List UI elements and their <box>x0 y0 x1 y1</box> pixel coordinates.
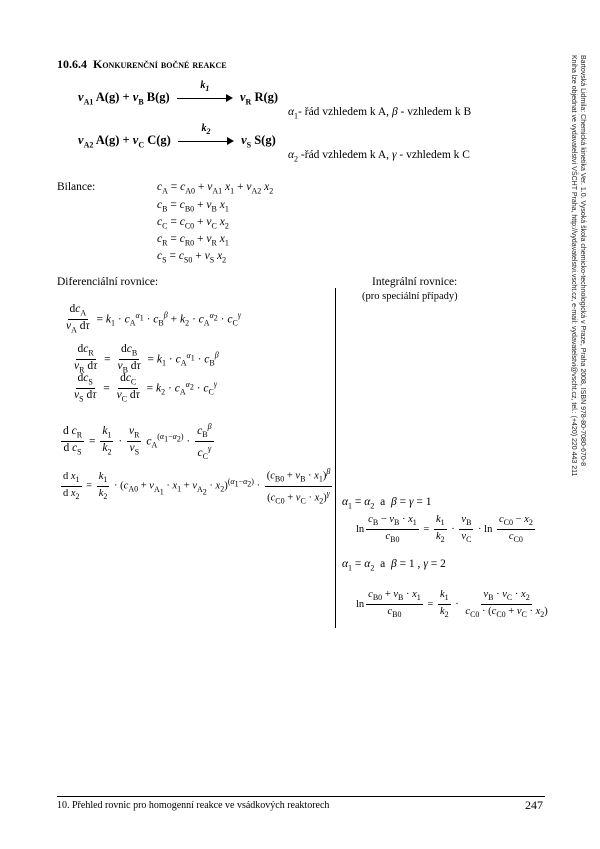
page-number: 247 <box>525 798 543 812</box>
balance-eq-a: $c_A = c_{A0} + \nu_{A1}$ $x_1 + \nu_{A2}$ $x_2$ <box>157 181 274 196</box>
integral-label: Integrální rovnice: <box>372 276 458 288</box>
balance-label: Bilance: <box>57 181 96 193</box>
integral-eq-2: ln $\frac{c_{B0} + \nu_B \cdot x_1}{c_{B0}}$ = $\frac{k_1}{k_2}$ · $\frac{\nu_B \cdot \nu_C \cdot x_2}{c_{C0} \cdot (c_{C0} + \nu_C \cdot x_2)}$ <box>356 589 548 620</box>
integral-eq-1: ln $\frac{c_B - \nu_B \cdot x_1}{c_{B0}}$ = $\frac{k_1}{k_2}$ · $\frac{\nu_B}{\nu_C}$ · ln $\frac{c_{C0} - x_2}{c_{C0}}$ <box>356 514 533 545</box>
sidebar-order-info: Kniha lze objednat ve vydavatelství VŠCHT Praha, http://vydavatelstvi.vscht.cz, e-mail: vydavatelstvi@vscht.cz, tel.: (+420) 220 443 211 <box>570 55 577 477</box>
column-divider <box>335 288 336 628</box>
reaction-2-order-note: $\alpha_2$ -řád vzhledem k A, γ - vzhledem k C <box>288 149 470 164</box>
balance-eq-r: $c_R = c_{R0} + \nu_R$ $x_1$ <box>157 233 229 248</box>
section-number: 10.6.4 <box>57 57 87 71</box>
publisher-sidebar <box>572 55 587 595</box>
section-title: Konkurenční bočné reakce <box>93 57 227 71</box>
balance-eq-s: $c_S = c_{S0} + \nu_S$ $x_2$ <box>157 250 227 265</box>
case-2-label: $\alpha_1 = \alpha_2$ a β = 1 , γ = 2 <box>342 558 446 573</box>
diff-eq-4: $\frac{d c_R}{d c_S}$ = $\frac{k_1}{k_2}$ · $\frac{\nu_R}{\nu_S}$ $c_A^{(\alpha_1-\alpha_2)}$ · $\frac{c_B^\beta}{c_C^\gamma}$ <box>63 422 212 462</box>
reaction-arrow: $k_2$ <box>178 135 234 147</box>
integral-sublabel: (pro speciální případy) <box>362 291 458 302</box>
diff-eq-1: $\frac{dc_A}{\nu_A d\tau}$ = $k_1 \cdot c_A^{\alpha_1} \cdot c_B^\beta + k_2 \cdot c_A^{\alpha_2} \cdot c_C^\gamma$ <box>66 303 241 335</box>
differential-label: Diferenciální rovnice: <box>57 276 159 288</box>
section-heading <box>57 57 227 72</box>
diff-eq-3: $\frac{dc_S}{\nu_S d\tau}$ = $\frac{dc_C}{\nu_C d\tau}$ = $k_2 \cdot c_A^{\alpha_2} \cdot c_C^\gamma$ <box>74 372 218 404</box>
balance-eq-c: $c_C = c_{C0} + \nu_C$ $x_2$ <box>157 216 229 231</box>
reaction-2: $\nu_{A2}$ $A(g) + \nu_C$ C(g) $k_2$ $\nu_S$ S(g) <box>78 123 276 150</box>
reaction-arrow: $k_1$ <box>177 92 233 104</box>
reaction-1: $\nu_{A1}$ $A(g) + \nu_B$ B(g) $k_1$ $\nu_R$ R(g) <box>78 80 279 107</box>
balance-eq-b: $c_B = c_{B0} + \nu_B$ $x_1$ <box>157 199 229 214</box>
reaction-1-order-note: $\alpha_1-$ řád vzhledem k A, β - vzhledem k B <box>288 106 472 121</box>
footer-text: 10. Přehled rovnic pro homogenní reakce ve vsádkových reaktorech <box>57 800 330 811</box>
diff-eq-2: $\frac{dc_R}{\nu_R d\tau}$ = $\frac{dc_B}{\nu_B d\tau}$ = $k_1 \cdot c_A^{\alpha_1} \cdot c_B^\beta$ <box>74 343 219 375</box>
diff-eq-5: $\frac{d x_1}{d x_2}$ = $\frac{k_1}{k_2}$ · $(c_{A0} + \nu_{A_1} \cdot x_1 + \nu_{A_2} \cdot x_2)^{(\alpha_1-\alpha_2)}$ · $\frac{(c_{B0} + \nu_B \cdot x_1)^\beta}{(c_{C0} + \nu_C \cdot x_2)^\gamma}$ <box>63 467 331 506</box>
case-1-label: $\alpha_1 = \alpha_2$ a β = γ = 1 <box>342 496 432 511</box>
footer-rule <box>57 796 545 797</box>
sidebar-citation: Bartovská Lidmila: Chemická kinetika Ver. 1.0. Vysoká škola chemicko-technologická v Praze, Praha 2008, ISBN 978-80-7080-670-8 <box>579 55 586 467</box>
